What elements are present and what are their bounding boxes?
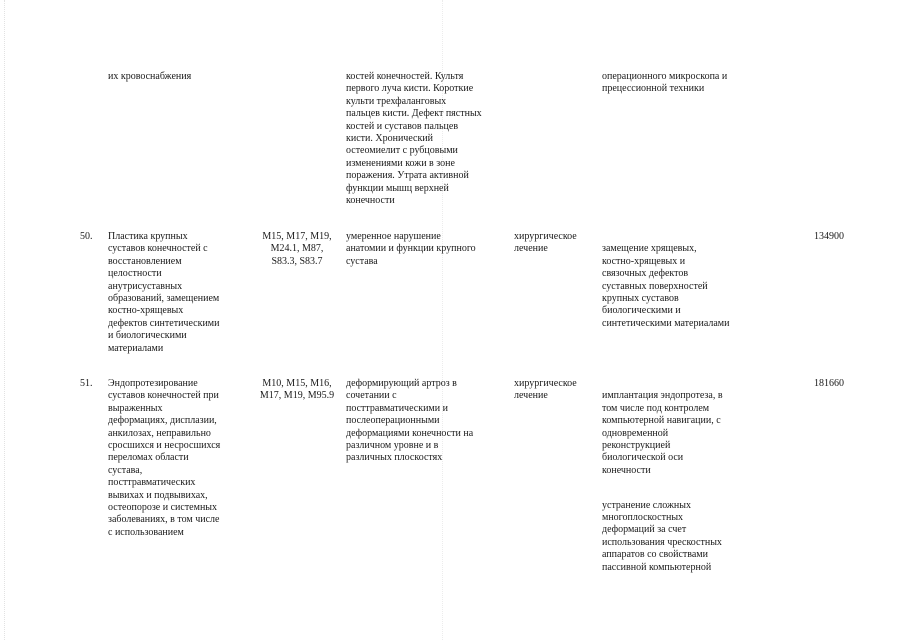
row-patient-model: умеренное нарушение анатомии и функции крупного сустава: [346, 231, 476, 267]
continuation-method-text: операционного микроскопа и прецессионной техники: [602, 71, 728, 95]
page-margin-line: [4, 0, 6, 640]
row-icd-codes: M15, M17, M19, M24.1, M87, S83.3, S83.7: [262, 231, 332, 267]
row-procedure-name: Пластика крупных суставов конечностей с восстановлением целостности анутрисуставных образований, замещением костно-хрящевых дефектов синтетическими и биологическими материалами: [108, 231, 220, 354]
row-icd-codes: M10, M15, M16, M17, M19, M95.9: [259, 378, 335, 402]
row-procedure-name: Эндопротезирование суставов конечностей при выраженных деформациях, дисплазии, анкилозах, неправильно сросшихся и несросшихся переломах области сустава, посттравматических вывихах и подвывихах, остеопорозе и системных заболеваниях, в том числе с использованием: [108, 378, 221, 538]
row-cost: 134900: [814, 231, 844, 242]
row-treatment-method: [602, 378, 774, 574]
row-method-text: замещение хрящевых, костно-хрящевых и связочных дефектов суставных поверхностей крупных суставов биологическими и синтетическими материалами: [602, 243, 730, 329]
row-patient-model: деформирующий артроз в сочетании с посттравматическими и послеоперационными деформациями конечности на различном уровне и в различных плоскостях: [346, 378, 474, 464]
row-number: 50.: [80, 231, 93, 242]
row-treatment-type: хирургическое лечение: [514, 378, 577, 402]
continuation-model-text: костей конечностей. Культя первого луча кисти. Короткие культи трехфаланговых пальцев кисти. Дефект пястных костей и суставов пальцев кисти. Хронический остеомиелит с рубцовыми изменениями кожи в зоне поражения. Утрата активной функции мышц верхней конечности: [346, 71, 482, 207]
row-number: 51.: [80, 378, 93, 389]
row-treatment-method: [602, 231, 774, 330]
continuation-name-text: их кровоснабжения: [108, 71, 192, 82]
row-method-text-2: устранение сложных многоплоскостных деформаций за счет использования чрескостных аппаратов со свойствами пассивной компьютерной: [602, 499, 722, 573]
row-cost: 181660: [814, 378, 844, 389]
row-method-text: имплантация эндопротеза, в том числе под контролем компьютерной навигации, с одновременной реконструкцией биологической оси конечности: [602, 390, 723, 476]
row-treatment-type: хирургическое лечение: [514, 231, 577, 255]
